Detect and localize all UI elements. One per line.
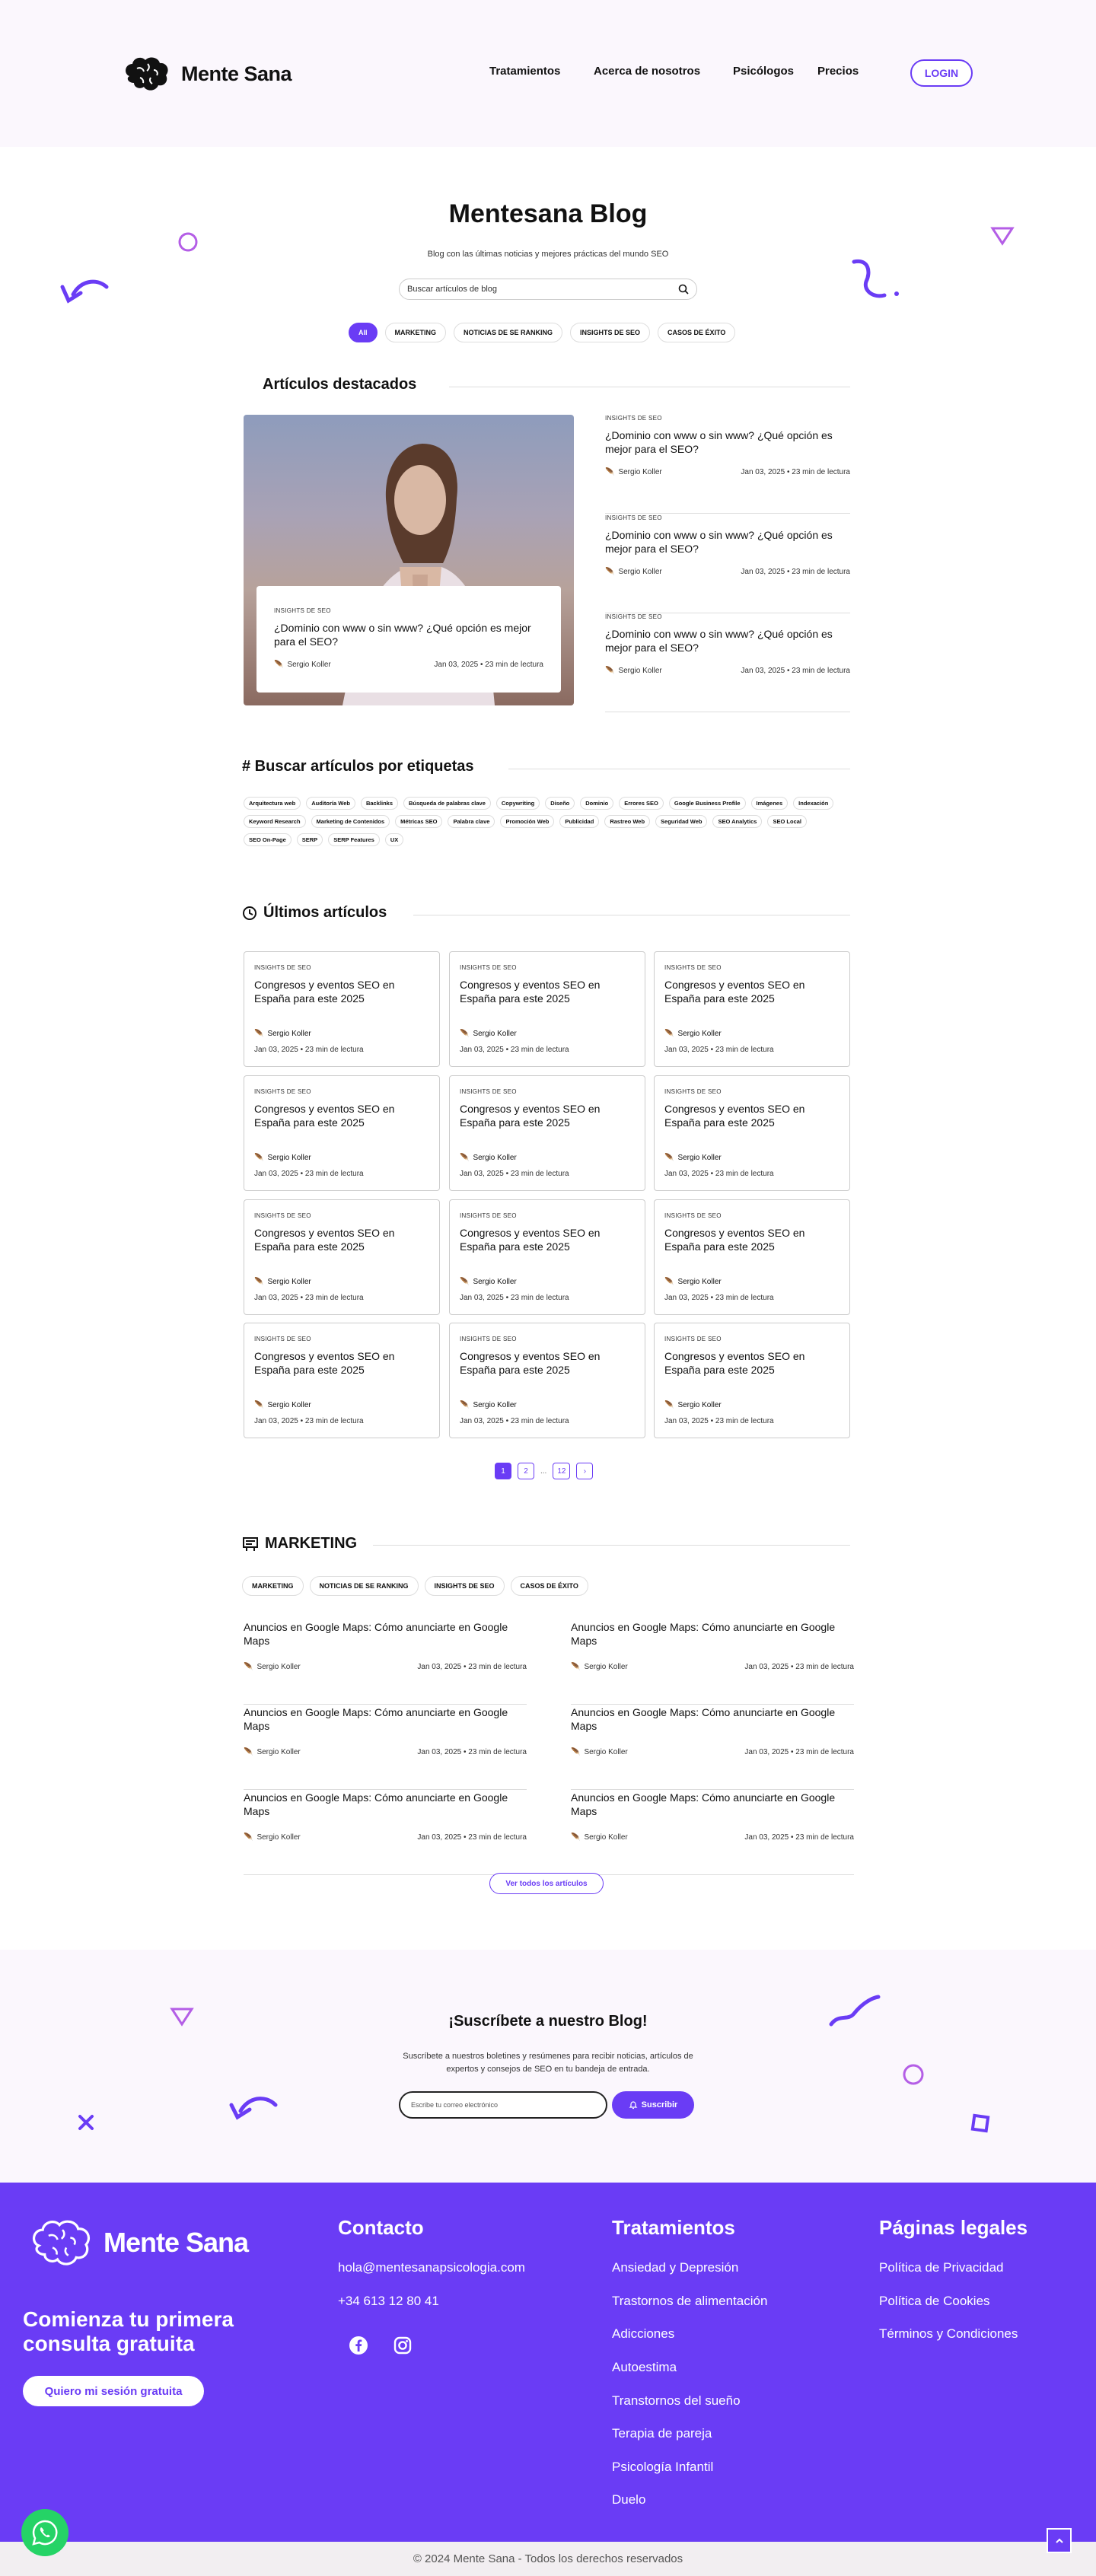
footer-treatment-link[interactable]: Adicciones xyxy=(612,2326,675,2341)
tag-chip[interactable]: Keyword Research xyxy=(244,815,306,828)
feather-icon: 🪶 xyxy=(254,1401,264,1409)
tag-chip[interactable]: Métricas SEO xyxy=(395,815,442,828)
email-input[interactable]: Escribe tu correo electrónico xyxy=(399,2091,607,2119)
article-title[interactable]: Anuncios en Google Maps: Cómo anunciarte en Google Maps xyxy=(244,1621,508,1647)
latest-heading-text: Últimos artículos xyxy=(263,904,387,921)
arrow-deco-icon xyxy=(225,2090,280,2120)
article-category: INSIGHTS DE SEO xyxy=(460,964,517,971)
article-category: INSIGHTS DE SEO xyxy=(274,607,331,614)
copyright: © 2024 Mente Sana - Todos los derechos reservados xyxy=(0,2542,1096,2576)
brain-logo-icon xyxy=(122,53,174,94)
read-time: 23 min de lectura xyxy=(792,568,850,576)
marketing-article[interactable]: Anuncios en Google Maps: Cómo anunciarte en Google Maps 🪶 Sergio Koller Jan 03, 2025 • 23 min de lectura xyxy=(244,1621,527,1705)
footer-legal-link[interactable]: Política de Privacidad xyxy=(879,2260,1004,2275)
author-name: Sergio Koller xyxy=(677,1154,722,1162)
footer-legal-title: Páginas legales xyxy=(879,2216,1028,2239)
marketing-article[interactable]: Anuncios en Google Maps: Cómo anunciarte en Google Maps 🪶 Sergio Koller Jan 03, 2025 • 23 min de lectura xyxy=(244,1706,527,1790)
page-subtitle: Blog con las últimas noticias y mejores prácticas del mundo SEO xyxy=(427,250,669,259)
article-card[interactable]: INSIGHTS DE SEO Congresos y eventos SEO en España para este 2025 🪶 Sergio Koller Jan 03, 2025 • 23 min de lectura xyxy=(654,1075,850,1191)
feather-icon: 🪶 xyxy=(664,1030,674,1038)
subscribe-text: Suscríbete a nuestros boletines y resúmenes para recibir noticias, artículos de expertos y consejos de SEO en tu bandeja de entrada. xyxy=(403,2052,693,2074)
author-name: Sergio Koller xyxy=(473,1401,517,1409)
marketing-article[interactable]: Anuncios en Google Maps: Cómo anunciarte en Google Maps 🪶 Sergio Koller Jan 03, 2025 • 23 min de lectura xyxy=(571,1791,854,1875)
read-time: 23 min de lectura xyxy=(468,1663,527,1671)
page-ellipsis: ... xyxy=(540,1466,547,1476)
instagram-icon[interactable] xyxy=(393,2336,413,2355)
article-category: INSIGHTS DE SEO xyxy=(460,1336,517,1342)
chip-casos[interactable]: CASOS DE ÉXITO xyxy=(511,1576,588,1596)
tag-chip[interactable]: UX xyxy=(385,833,403,846)
footer-treatment-link[interactable]: Duelo xyxy=(612,2492,646,2507)
article-title[interactable]: Congresos y eventos SEO en España para este 2025 xyxy=(460,979,601,1005)
author-name: Sergio Koller xyxy=(267,1154,311,1162)
footer-tagline: Comienza tu primera consulta gratuita xyxy=(23,2307,234,2356)
view-all-button[interactable]: Ver todos los artículos xyxy=(489,1873,604,1894)
article-card[interactable]: INSIGHTS DE SEO Congresos y eventos SEO en España para este 2025 🪶 Sergio Koller Jan 03, 2025 • 23 min de lectura xyxy=(654,1199,850,1315)
article-title[interactable]: Congresos y eventos SEO en España para este 2025 xyxy=(254,1103,395,1129)
chip-all[interactable]: All xyxy=(349,323,378,342)
author-name: Sergio Koller xyxy=(473,1030,517,1038)
article-date: Jan 03, 2025 xyxy=(460,1170,504,1178)
article-category: INSIGHTS DE SEO xyxy=(254,1088,311,1095)
tag-chip[interactable]: SEO On-Page xyxy=(244,833,292,846)
read-time: 23 min de lectura xyxy=(468,1833,527,1842)
subscribe-button-label: Suscribir xyxy=(641,2100,678,2110)
search-placeholder: Buscar artículos de blog xyxy=(407,285,498,294)
article-date: Jan 03, 2025 xyxy=(417,1833,462,1842)
read-time: 23 min de lectura xyxy=(715,1417,774,1425)
read-time: 23 min de lectura xyxy=(715,1294,774,1302)
latest-heading xyxy=(242,904,387,922)
marketing-heading xyxy=(242,1535,357,1552)
read-time: 23 min de lectura xyxy=(795,1833,854,1842)
author-name: Sergio Koller xyxy=(287,661,331,669)
article-title[interactable]: Anuncios en Google Maps: Cómo anunciarte en Google Maps xyxy=(571,1791,836,1817)
read-time: 23 min de lectura xyxy=(795,1663,854,1671)
article-category: INSIGHTS DE SEO xyxy=(605,613,662,620)
next-page-icon[interactable]: › xyxy=(576,1463,593,1479)
article-date: Jan 03, 2025 xyxy=(460,1294,504,1302)
feather-icon: 🪶 xyxy=(254,1030,264,1038)
footer-treatments-title: Tratamientos xyxy=(612,2216,735,2239)
read-time: 23 min de lectura xyxy=(715,1046,774,1054)
chip-casos[interactable]: CASOS DE ÉXITO xyxy=(658,323,735,342)
article-category: INSIGHTS DE SEO xyxy=(460,1088,517,1095)
article-card[interactable]: INSIGHTS DE SEO Congresos y eventos SEO en España para este 2025 🪶 Sergio Koller Jan 03, 2025 • 23 min de lectura xyxy=(449,951,645,1067)
feather-icon: 🪶 xyxy=(460,1401,470,1409)
subscribe-button[interactable] xyxy=(612,2091,694,2119)
article-category: INSIGHTS DE SEO xyxy=(664,1212,722,1219)
feather-icon: 🪶 xyxy=(460,1030,470,1038)
article-date: Jan 03, 2025 xyxy=(254,1294,298,1302)
arrow-deco-icon xyxy=(56,276,111,307)
tag-chip[interactable]: SEO Local xyxy=(767,815,807,828)
article-card[interactable]: INSIGHTS DE SEO Congresos y eventos SEO en España para este 2025 🪶 Sergio Koller Jan 03, 2025 • 23 min de lectura xyxy=(449,1323,645,1438)
feather-icon: 🪶 xyxy=(244,1748,253,1756)
read-time: 23 min de lectura xyxy=(510,1417,569,1425)
read-time: 23 min de lectura xyxy=(510,1046,569,1054)
tag-chip[interactable]: SEO Analytics xyxy=(712,815,762,828)
tag-chip[interactable]: Publicidad xyxy=(559,815,599,828)
author-name: Sergio Koller xyxy=(584,1663,628,1671)
nav-acerca[interactable]: Acerca de nosotros xyxy=(594,65,701,78)
tag-chip[interactable]: Rastreo Web xyxy=(604,815,650,828)
bell-icon xyxy=(629,2100,638,2110)
article-date: Jan 03, 2025 xyxy=(460,1046,504,1054)
read-time: 23 min de lectura xyxy=(468,1748,527,1756)
article-date: Jan 03, 2025 xyxy=(254,1417,298,1425)
article-date: Jan 03, 2025 xyxy=(254,1046,298,1054)
read-time: 23 min de lectura xyxy=(304,1417,364,1425)
footer-legal-link[interactable]: Política de Cookies xyxy=(879,2294,990,2308)
tag-chip[interactable]: Backlinks xyxy=(361,797,398,810)
tag-chip[interactable]: Diseño xyxy=(545,797,575,810)
feather-icon: 🪶 xyxy=(664,1401,674,1409)
article-date: Jan 03, 2025 xyxy=(741,568,785,576)
page-12[interactable]: 12 xyxy=(553,1463,570,1479)
article-card[interactable]: INSIGHTS DE SEO Congresos y eventos SEO en España para este 2025 🪶 Sergio Koller Jan 03, 2025 • 23 min de lectura xyxy=(244,1323,440,1438)
chip-noticias[interactable]: NOTICIAS DE SE RANKING xyxy=(310,1576,419,1596)
read-time: 23 min de lectura xyxy=(510,1170,569,1178)
tag-chip[interactable]: Auditoría Web xyxy=(306,797,355,810)
article-date: Jan 03, 2025 xyxy=(744,1833,789,1842)
feather-icon: 🪶 xyxy=(460,1278,470,1286)
billboard-icon xyxy=(242,1536,259,1552)
arrow-up-icon xyxy=(1054,2536,1065,2546)
article-category: INSIGHTS DE SEO xyxy=(254,964,311,971)
tag-chip[interactable]: Copywriting xyxy=(496,797,540,810)
article-card[interactable]: INSIGHTS DE SEO Congresos y eventos SEO en España para este 2025 🪶 Sergio Koller Jan 03, 2025 • 23 min de lectura xyxy=(244,1075,440,1191)
featured-main-article[interactable] xyxy=(244,415,574,705)
author-name: Sergio Koller xyxy=(473,1154,517,1162)
article-category: INSIGHTS DE SEO xyxy=(254,1336,311,1342)
featured-heading: Artículos destacados xyxy=(263,376,417,393)
tags-heading: # Buscar artículos por etiquetas xyxy=(242,758,474,775)
author-name: Sergio Koller xyxy=(256,1833,301,1842)
tag-chip[interactable]: Palabra clave xyxy=(448,815,495,828)
feather-icon: 🪶 xyxy=(605,667,615,675)
pagination xyxy=(495,1463,593,1479)
page-1[interactable]: 1 xyxy=(495,1463,511,1479)
marketing-article[interactable]: Anuncios en Google Maps: Cómo anunciarte en Google Maps 🪶 Sergio Koller Jan 03, 2025 • 23 min de lectura xyxy=(571,1621,854,1705)
article-date: Jan 03, 2025 xyxy=(664,1294,709,1302)
feather-icon: 🪶 xyxy=(254,1154,264,1162)
featured-side-item[interactable]: INSIGHTS DE SEO ¿Dominio con www o sin www? ¿Qué opción es mejor para el SEO? 🪶 Sergio Koller Jan 03, 2025 • 23 min de lectura xyxy=(605,613,850,712)
tag-chip[interactable]: SERP Features xyxy=(328,833,380,846)
author-name: Sergio Koller xyxy=(677,1030,722,1038)
article-date: Jan 03, 2025 xyxy=(417,1663,462,1671)
author-name: Sergio Koller xyxy=(267,1030,311,1038)
footer-treatment-link[interactable]: Transtornos del sueño xyxy=(612,2393,741,2408)
footer-legal-link[interactable]: Términos y Condiciones xyxy=(879,2326,1018,2341)
footer-phone-link[interactable]: +34 613 12 80 41 xyxy=(338,2294,439,2308)
article-title[interactable]: Congresos y eventos SEO en España para este 2025 xyxy=(664,1103,805,1129)
feather-icon: 🪶 xyxy=(664,1154,674,1162)
page-title: Mentesana Blog xyxy=(448,199,648,228)
read-time: 23 min de lectura xyxy=(795,1748,854,1756)
whatsapp-button[interactable] xyxy=(21,2509,68,2556)
article-date: Jan 03, 2025 xyxy=(434,661,479,669)
feather-icon: 🪶 xyxy=(605,568,615,576)
author-name: Sergio Koller xyxy=(256,1663,301,1671)
article-card[interactable]: INSIGHTS DE SEO Congresos y eventos SEO en España para este 2025 🪶 Sergio Koller Jan 03, 2025 • 23 min de lectura xyxy=(654,1323,850,1438)
feather-icon: 🪶 xyxy=(571,1663,581,1671)
logo-text: Mente Sana xyxy=(181,62,292,85)
read-time: 23 min de lectura xyxy=(715,1170,774,1178)
article-title[interactable]: Congresos y eventos SEO en España para este 2025 xyxy=(460,1350,601,1376)
featured-side-item[interactable]: INSIGHTS DE SEO ¿Dominio con www o sin www? ¿Qué opción es mejor para el SEO? 🪶 Sergio Koller Jan 03, 2025 • 23 min de lectura xyxy=(605,415,850,514)
subscribe-title: ¡Suscríbete a nuestro Blog! xyxy=(448,2013,648,2030)
article-title[interactable]: Anuncios en Google Maps: Cómo anunciarte en Google Maps xyxy=(571,1706,836,1732)
tag-chip[interactable]: Dominio xyxy=(580,797,613,810)
back-to-top-button[interactable] xyxy=(1047,2528,1072,2553)
article-date: Jan 03, 2025 xyxy=(254,1170,298,1178)
article-title[interactable]: Congresos y eventos SEO en España para este 2025 xyxy=(664,1227,805,1253)
author-name: Sergio Koller xyxy=(618,568,662,576)
tag-chip[interactable]: Búsqueda de palabras clave xyxy=(403,797,491,810)
featured-card: INSIGHTS DE SEO ¿Dominio con www o sin www? ¿Qué opción es mejor para el SEO? 🪶 Sergio Koller Jan 03, 2025 • 23 min de lectura xyxy=(256,586,561,693)
read-time: 23 min de lectura xyxy=(485,661,543,669)
tag-chip[interactable]: Indexación xyxy=(793,797,833,810)
tag-chip[interactable]: Arquitectura web xyxy=(244,797,301,810)
article-card[interactable]: INSIGHTS DE SEO Congresos y eventos SEO en España para este 2025 🪶 Sergio Koller Jan 03, 2025 • 23 min de lectura xyxy=(244,1199,440,1315)
article-title[interactable]: Anuncios en Google Maps: Cómo anunciarte en Google Maps xyxy=(244,1791,508,1817)
read-time: 23 min de lectura xyxy=(792,667,850,675)
feather-icon: 🪶 xyxy=(664,1278,674,1286)
article-card[interactable]: INSIGHTS DE SEO Congresos y eventos SEO en España para este 2025 🪶 Sergio Koller Jan 03, 2025 • 23 min de lectura xyxy=(449,1199,645,1315)
marketing-article[interactable]: Anuncios en Google Maps: Cómo anunciarte en Google Maps 🪶 Sergio Koller Jan 03, 2025 • 23 min de lectura xyxy=(244,1791,527,1875)
tag-chip[interactable]: Marketing de Contenidos xyxy=(311,815,390,828)
chip-marketing[interactable]: MARKETING xyxy=(242,1576,304,1596)
footer-treatment-link[interactable]: Trastornos de alimentación xyxy=(612,2294,768,2308)
marketing-article[interactable]: Anuncios en Google Maps: Cómo anunciarte en Google Maps 🪶 Sergio Koller Jan 03, 2025 • 23 min de lectura xyxy=(571,1706,854,1790)
author-name: Sergio Koller xyxy=(618,468,662,476)
site-footer xyxy=(0,2183,1096,2542)
whatsapp-icon xyxy=(30,2518,59,2547)
article-title[interactable]: Congresos y eventos SEO en España para este 2025 xyxy=(664,1350,805,1376)
tag-chip[interactable]: Seguridad Web xyxy=(655,815,707,828)
author-name: Sergio Koller xyxy=(584,1748,628,1756)
article-title[interactable]: Congresos y eventos SEO en España para este 2025 xyxy=(664,979,805,1005)
author-name: Sergio Koller xyxy=(267,1401,311,1409)
featured-side-item[interactable]: INSIGHTS DE SEO ¿Dominio con www o sin www? ¿Qué opción es mejor para el SEO? 🪶 Sergio Koller Jan 03, 2025 • 23 min de lectura xyxy=(605,514,850,613)
square-deco-icon xyxy=(970,2113,992,2135)
author-name: Sergio Koller xyxy=(677,1401,722,1409)
tag-chip[interactable]: Promoción Web xyxy=(500,815,554,828)
facebook-icon[interactable] xyxy=(349,2336,368,2355)
feather-icon: 🪶 xyxy=(254,1278,264,1286)
divider xyxy=(373,1545,850,1546)
author-name: Sergio Koller xyxy=(677,1278,722,1286)
feather-icon: 🪶 xyxy=(274,661,284,669)
read-time: 23 min de lectura xyxy=(304,1294,364,1302)
article-category: INSIGHTS DE SEO xyxy=(664,1088,722,1095)
read-time: 23 min de lectura xyxy=(510,1294,569,1302)
chip-insights[interactable]: INSIGHTS DE SEO xyxy=(570,323,650,342)
author-name: Sergio Koller xyxy=(584,1833,628,1842)
article-title[interactable]: ¿Dominio con www o sin www? ¿Qué opción es mejor para el SEO? xyxy=(274,622,531,648)
article-title[interactable]: Congresos y eventos SEO en España para este 2025 xyxy=(460,1103,601,1129)
site-header xyxy=(0,0,1096,147)
article-title[interactable]: ¿Dominio con www o sin www? ¿Qué opción es mejor para el SEO? xyxy=(605,529,833,555)
feather-icon: 🪶 xyxy=(571,1748,581,1756)
feather-icon: 🪶 xyxy=(571,1833,581,1842)
article-date: Jan 03, 2025 xyxy=(417,1748,462,1756)
author-name: Sergio Koller xyxy=(267,1278,311,1286)
article-title[interactable]: Congresos y eventos SEO en España para este 2025 xyxy=(460,1227,601,1253)
site-logo[interactable] xyxy=(122,53,292,94)
nav-precios[interactable]: Precios xyxy=(817,65,859,78)
read-time: 23 min de lectura xyxy=(792,468,850,476)
footer-treatment-link[interactable]: Autoestima xyxy=(612,2360,677,2374)
article-card[interactable]: INSIGHTS DE SEO Congresos y eventos SEO en España para este 2025 🪶 Sergio Koller Jan 03, 2025 • 23 min de lectura xyxy=(244,951,440,1067)
article-date: Jan 03, 2025 xyxy=(664,1046,709,1054)
article-title[interactable]: Congresos y eventos SEO en España para este 2025 xyxy=(254,979,395,1005)
article-title[interactable]: ¿Dominio con www o sin www? ¿Qué opción es mejor para el SEO? xyxy=(605,429,833,455)
author-name: Sergio Koller xyxy=(473,1278,517,1286)
footer-treatment-link[interactable]: Terapia de pareja xyxy=(612,2426,712,2441)
author-name: Sergio Koller xyxy=(256,1748,301,1756)
nav-tratamientos[interactable]: Tratamientos xyxy=(489,65,561,78)
article-card[interactable]: INSIGHTS DE SEO Congresos y eventos SEO en España para este 2025 🪶 Sergio Koller Jan 03, 2025 • 23 min de lectura xyxy=(654,951,850,1067)
read-time: 23 min de lectura xyxy=(304,1046,364,1054)
article-category: INSIGHTS DE SEO xyxy=(254,1212,311,1219)
footer-email-link[interactable]: hola@mentesanapsicologia.com xyxy=(338,2260,525,2275)
feather-icon: 🪶 xyxy=(460,1154,470,1162)
article-category: INSIGHTS DE SEO xyxy=(664,1336,722,1342)
article-date: Jan 03, 2025 xyxy=(741,667,785,675)
login-button[interactable]: LOGIN xyxy=(910,59,973,87)
blog-search-input[interactable] xyxy=(399,279,697,300)
article-date: Jan 03, 2025 xyxy=(741,468,785,476)
x-deco-icon xyxy=(76,2113,96,2132)
squiggle-deco-icon xyxy=(851,257,904,303)
search-icon[interactable] xyxy=(678,284,689,295)
article-date: Jan 03, 2025 xyxy=(664,1417,709,1425)
feather-icon: 🪶 xyxy=(244,1833,253,1842)
article-title[interactable]: Anuncios en Google Maps: Cómo anunciarte en Google Maps xyxy=(571,1621,836,1647)
article-date: Jan 03, 2025 xyxy=(460,1417,504,1425)
tag-chip[interactable]: SERP xyxy=(297,833,323,846)
clock-icon xyxy=(242,906,257,921)
author-name: Sergio Koller xyxy=(618,667,662,675)
article-title[interactable]: Congresos y eventos SEO en España para este 2025 xyxy=(254,1227,395,1253)
article-date: Jan 03, 2025 xyxy=(744,1663,789,1671)
tag-chip[interactable]: Errores SEO xyxy=(619,797,664,810)
footer-contact-title: Contacto xyxy=(338,2216,424,2239)
feather-icon: 🪶 xyxy=(605,468,615,476)
article-title[interactable]: Anuncios en Google Maps: Cómo anunciarte en Google Maps xyxy=(244,1706,508,1732)
feather-icon: 🪶 xyxy=(244,1663,253,1671)
free-session-button[interactable]: Quiero mi sesión gratuita xyxy=(23,2376,204,2406)
footer-treatment-link[interactable]: Ansiedad y Depresión xyxy=(612,2260,739,2275)
article-category: INSIGHTS DE SEO xyxy=(460,1212,517,1219)
tag-chip[interactable]: Imágenes xyxy=(751,797,789,810)
article-title[interactable]: Congresos y eventos SEO en España para este 2025 xyxy=(254,1350,395,1376)
circle-deco-icon xyxy=(901,2062,926,2087)
chip-marketing[interactable]: MARKETING xyxy=(385,323,447,342)
read-time: 23 min de lectura xyxy=(304,1170,364,1178)
article-card[interactable]: INSIGHTS DE SEO Congresos y eventos SEO en España para este 2025 🪶 Sergio Koller Jan 03, 2025 • 23 min de lectura xyxy=(449,1075,645,1191)
article-category: INSIGHTS DE SEO xyxy=(605,415,662,422)
chip-noticias[interactable]: NOTICIAS DE SE RANKING xyxy=(454,323,562,342)
tag-chip[interactable]: Google Business Profile xyxy=(669,797,746,810)
brain-logo-icon xyxy=(29,2216,96,2269)
article-date: Jan 03, 2025 xyxy=(744,1748,789,1756)
chip-insights[interactable]: INSIGHTS DE SEO xyxy=(425,1576,505,1596)
footer-logo[interactable] xyxy=(29,2216,248,2269)
article-category: INSIGHTS DE SEO xyxy=(664,964,722,971)
marketing-heading-text: MARKETING xyxy=(265,1535,358,1552)
marketing-filter xyxy=(242,1576,588,1596)
article-date: Jan 03, 2025 xyxy=(664,1170,709,1178)
article-category: INSIGHTS DE SEO xyxy=(605,514,662,521)
article-title[interactable]: ¿Dominio con www o sin www? ¿Qué opción es mejor para el SEO? xyxy=(605,628,833,654)
page-2[interactable]: 2 xyxy=(518,1463,534,1479)
nav-psicologos[interactable]: Psicólogos xyxy=(733,65,795,78)
tag-cloud xyxy=(244,797,852,846)
category-filter xyxy=(349,323,735,342)
footer-treatment-link[interactable]: Psicología Infantil xyxy=(612,2460,714,2474)
footer-logo-text: Mente Sana xyxy=(104,2227,249,2258)
